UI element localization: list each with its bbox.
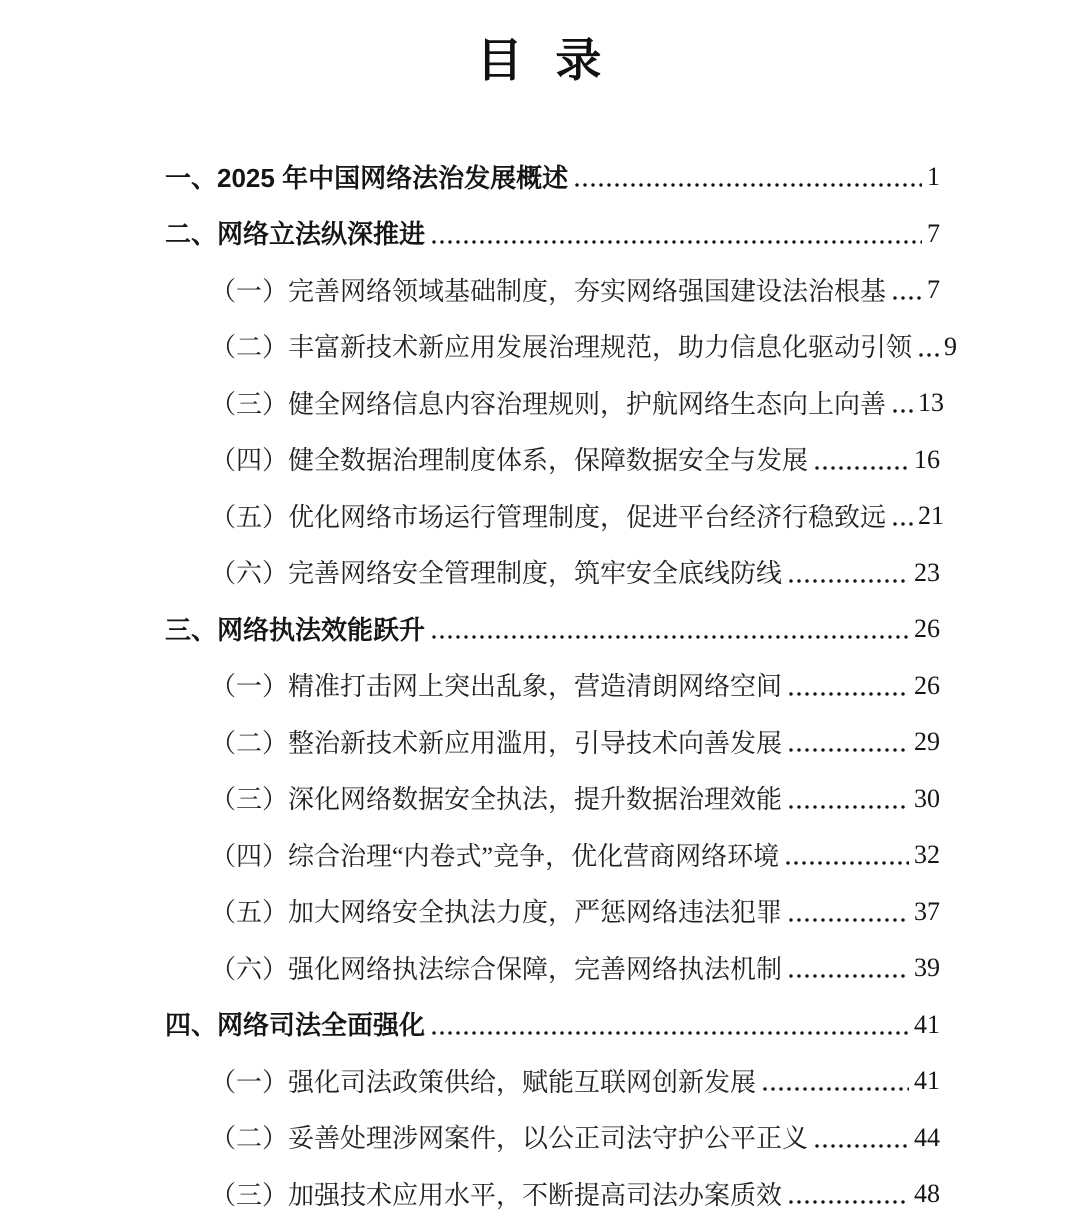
toc-entry-label: （六）强化网络执法综合保障，完善网络执法机制 xyxy=(210,954,783,984)
toc-entry-section-4-1[interactable] xyxy=(165,1052,940,1109)
toc-entry-label: 二、网络立法纵深推进 xyxy=(165,219,426,250)
toc-entry-label: （五）加大网络安全执法力度，严惩网络违法犯罪 xyxy=(210,898,783,928)
toc-entry-label: （四）健全数据治理制度体系，保障数据安全与发展 xyxy=(210,446,809,476)
toc-entry-page: 41 xyxy=(914,1066,940,1096)
toc-entry-section-2-6[interactable] xyxy=(165,544,940,601)
toc-entry-page: 44 xyxy=(914,1122,940,1152)
toc-entry-page: 32 xyxy=(914,840,940,870)
table-of-contents xyxy=(0,148,1080,1210)
toc-entry-label: （三）加强技术应用水平，不断提高司法办案质效 xyxy=(210,1180,783,1210)
dot-leader xyxy=(893,522,913,526)
toc-entry-section-3-1[interactable] xyxy=(165,657,940,714)
toc-entry-label: （一）精准打击网上突出乱象，营造清朗网络空间 xyxy=(210,672,783,702)
toc-entry-label: （二）整治新技术新应用滥用，引导技术向善发展 xyxy=(210,728,783,758)
toc-entry-section-3-6[interactable] xyxy=(165,939,940,996)
document-page xyxy=(0,28,1080,1210)
dot-leader xyxy=(432,240,922,244)
toc-entry-section-3-5[interactable] xyxy=(165,883,940,940)
toc-entry-section-3-2[interactable] xyxy=(165,713,940,770)
toc-entry-label: （二）丰富新技术新应用发展治理规范，助力信息化驱动引领 xyxy=(210,333,913,363)
dot-leader xyxy=(789,692,909,696)
toc-entry-chapter-1[interactable] xyxy=(165,148,940,205)
toc-entry-label: （六）完善网络安全管理制度，筑牢安全底线防线 xyxy=(210,559,783,589)
dot-leader xyxy=(789,974,909,978)
toc-entry-label: （三）深化网络数据安全执法，提升数据治理效能 xyxy=(210,785,783,815)
toc-entry-label: （一）强化司法政策供给，赋能互联网创新发展 xyxy=(210,1067,757,1097)
toc-entry-section-2-4[interactable] xyxy=(165,431,940,488)
toc-entry-label: 四、网络司法全面强化 xyxy=(165,1010,426,1041)
dot-leader xyxy=(786,861,909,865)
toc-entry-label: （三）健全网络信息内容治理规则，护航网络生态向上向善 xyxy=(210,389,887,419)
toc-entry-section-4-2[interactable] xyxy=(165,1109,940,1166)
page-title: 目 录 xyxy=(476,34,604,86)
toc-entry-page: 23 xyxy=(914,557,940,587)
toc-entry-label: （四）综合治理“内卷式”竞争，优化营商网络环境 xyxy=(210,841,780,871)
toc-entry-chapter-2[interactable] xyxy=(165,205,940,262)
dot-leader xyxy=(432,635,909,639)
toc-entry-page: 26 xyxy=(914,614,940,644)
toc-entry-page: 7 xyxy=(927,275,940,305)
toc-entry-chapter-3[interactable] xyxy=(165,600,940,657)
dot-leader xyxy=(789,579,909,583)
dot-leader xyxy=(919,353,939,357)
toc-entry-label: 一、2025 年中国网络法治发展概述 xyxy=(165,162,569,193)
toc-entry-section-2-3[interactable] xyxy=(165,374,945,431)
toc-entry-page: 16 xyxy=(914,444,940,474)
toc-entry-section-3-4[interactable] xyxy=(165,826,940,883)
toc-entry-page: 48 xyxy=(914,1179,940,1209)
toc-entry-page: 37 xyxy=(914,896,940,926)
toc-entry-page: 29 xyxy=(914,727,940,757)
toc-entry-page: 13 xyxy=(918,388,945,418)
toc-entry-label: （一）完善网络领域基础制度，夯实网络强国建设法治根基 xyxy=(210,276,887,306)
toc-entry-section-2-2[interactable] xyxy=(165,318,958,375)
toc-entry-page: 26 xyxy=(914,670,940,700)
toc-entry-label: （五）优化网络市场运行管理制度，促进平台经济行稳致远 xyxy=(210,502,887,532)
toc-entry-page: 9 xyxy=(944,331,958,361)
toc-entry-label: 三、网络执法效能跃升 xyxy=(165,614,426,645)
toc-entry-page: 1 xyxy=(927,162,940,192)
toc-entry-section-4-3[interactable] xyxy=(165,1165,940,1210)
dot-leader xyxy=(815,466,909,470)
dot-leader xyxy=(789,805,909,809)
toc-entry-page: 21 xyxy=(918,501,945,531)
dot-leader xyxy=(893,409,913,413)
dot-leader xyxy=(432,1031,909,1035)
toc-entry-page: 30 xyxy=(914,783,940,813)
dot-leader xyxy=(893,296,922,300)
toc-entry-page: 7 xyxy=(927,218,940,248)
dot-leader xyxy=(789,918,909,922)
toc-entry-label: （二）妥善处理涉网案件，以公正司法守护公平正义 xyxy=(210,1124,809,1154)
dot-leader xyxy=(815,1144,909,1148)
toc-entry-page: 41 xyxy=(914,1009,940,1039)
toc-entry-section-2-1[interactable] xyxy=(165,261,940,318)
dot-leader xyxy=(789,1200,909,1204)
toc-entry-page: 39 xyxy=(914,953,940,983)
dot-leader xyxy=(763,1087,909,1091)
dot-leader xyxy=(575,183,922,187)
toc-entry-section-3-3[interactable] xyxy=(165,770,940,827)
toc-entry-section-2-5[interactable] xyxy=(165,487,945,544)
toc-entry-chapter-4[interactable] xyxy=(165,996,940,1053)
dot-leader xyxy=(789,748,909,752)
